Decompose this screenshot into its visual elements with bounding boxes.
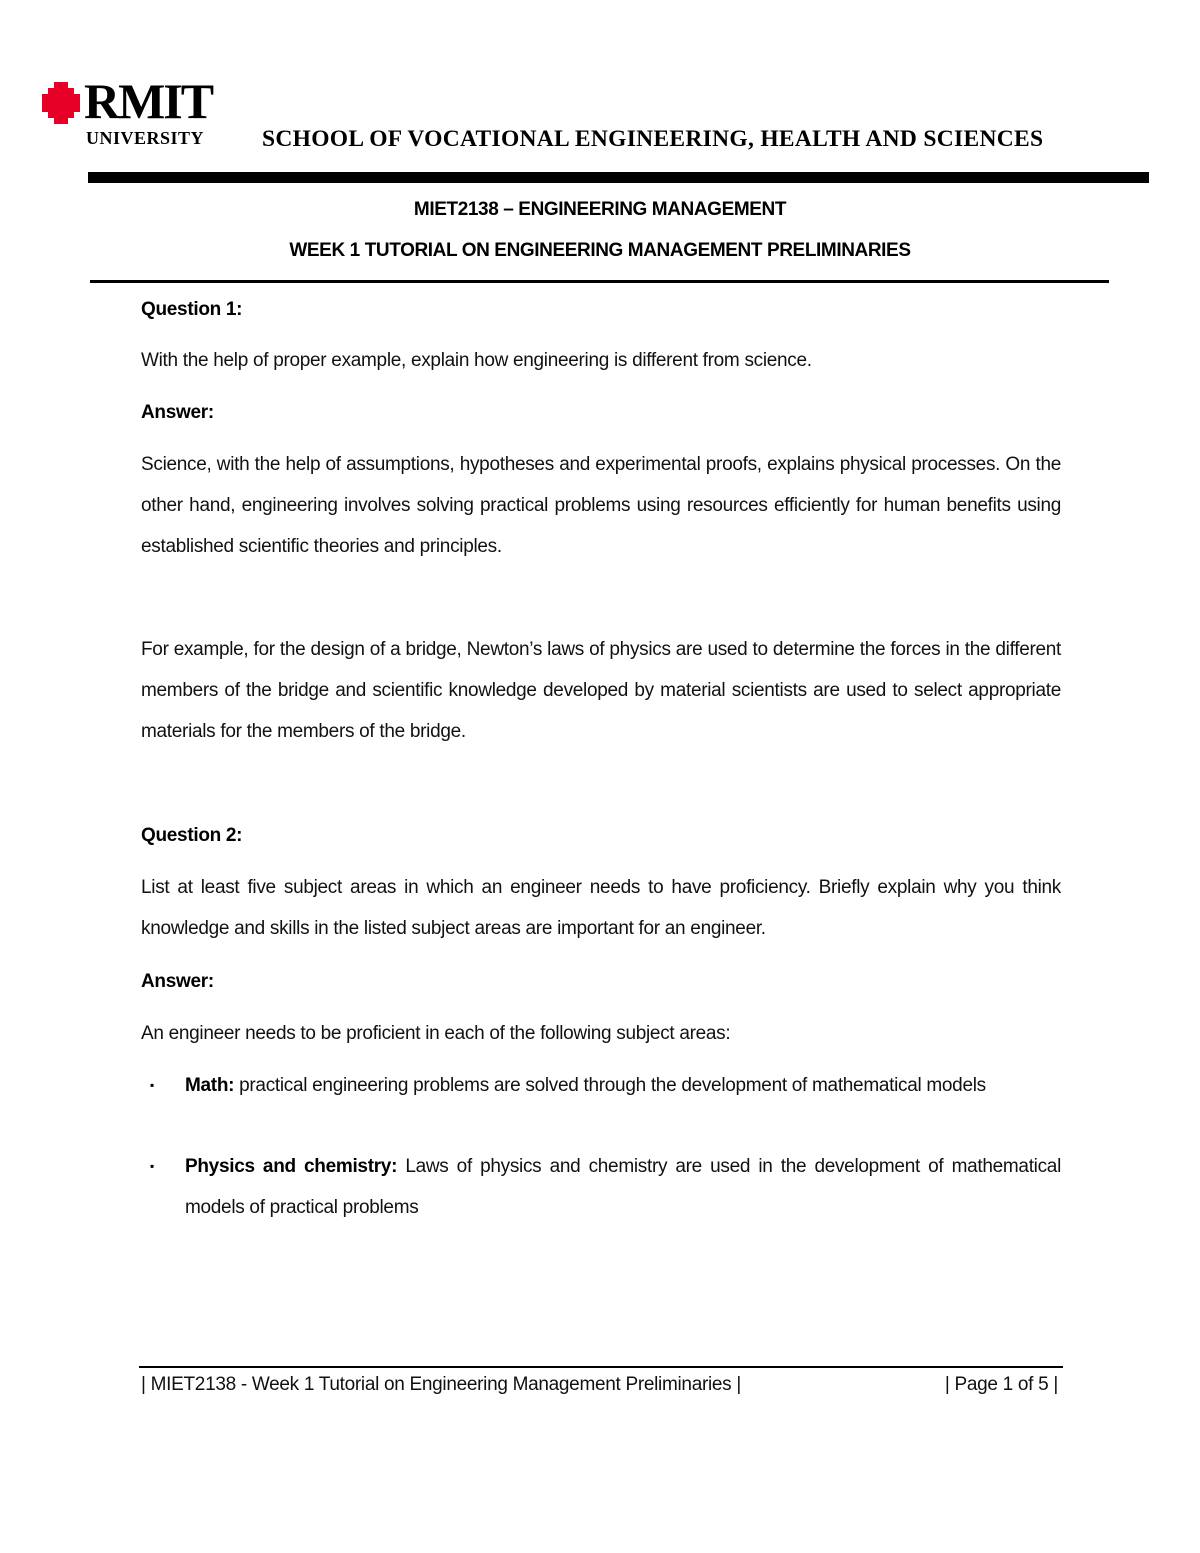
- list-item-term: Math:: [185, 1075, 235, 1096]
- logo-subtitle: UNIVERSITY: [86, 128, 205, 148]
- course-title: MIET2138 – ENGINEERING MANAGEMENT: [413, 199, 787, 220]
- footer-divider: [139, 1366, 1063, 1368]
- question-1-text: With the help of proper example, explain how engineering is different from science.: [141, 350, 812, 371]
- question-1-label: Question 1:: [141, 299, 243, 320]
- question-2-label: Question 2:: [141, 825, 243, 846]
- rmit-pixel-logo-icon: [40, 82, 82, 124]
- school-title: SCHOOL OF VOCATIONAL ENGINEERING, HEALTH AND SCIENCES: [262, 126, 1044, 152]
- list-item-term: Physics and chemistry:: [185, 1156, 398, 1177]
- question-2-text: List at least five subject areas in which an engineer needs to have proficiency. Briefly explain why you think knowledge and skills in the listed subject areas are important for an engineer.: [141, 877, 1061, 939]
- header-divider: [88, 172, 1149, 183]
- square-bullet-icon: ▪: [150, 1159, 155, 1173]
- answer-2-label: Answer:: [141, 971, 214, 992]
- answer-2-intro: An engineer needs to be proficient in each of the following subject areas:: [141, 1023, 731, 1044]
- rmit-logo: [40, 73, 215, 153]
- list-item: [185, 1146, 1061, 1228]
- logo-wordmark: RMIT: [84, 73, 213, 129]
- list-item-text: practical engineering problems are solved through the development of mathematical models: [234, 1075, 986, 1096]
- tutorial-title: WEEK 1 TUTORIAL ON ENGINEERING MANAGEMENT PRELIMINARIES: [289, 240, 911, 261]
- answer-1-label: Answer:: [141, 402, 214, 423]
- square-bullet-icon: ▪: [150, 1078, 155, 1092]
- list-item-text: Laws of physics and chemistry are used in the development of mathematical models of practical problems: [185, 1156, 1061, 1218]
- title-divider: [90, 280, 1109, 283]
- footer-page-number: | Page 1 of 5 |: [944, 1374, 1058, 1395]
- answer-1-paragraph: For example, for the design of a bridge, Newton’s laws of physics are used to determine the forces in the different members of the bridge and scientific knowledge developed by material scientists are used to select appropriate materials for the members of the bridge.: [141, 639, 1061, 742]
- footer-document-title: | MIET2138 - Week 1 Tutorial on Engineering Management Preliminaries |: [141, 1374, 741, 1395]
- answer-1-paragraph: Science, with the help of assumptions, hypotheses and experimental proofs, explains physical processes. On the other hand, engineering involves solving practical problems using resources efficiently for human benefits using established scientific theories and principles.: [141, 454, 1061, 557]
- list-item: [185, 1065, 1061, 1106]
